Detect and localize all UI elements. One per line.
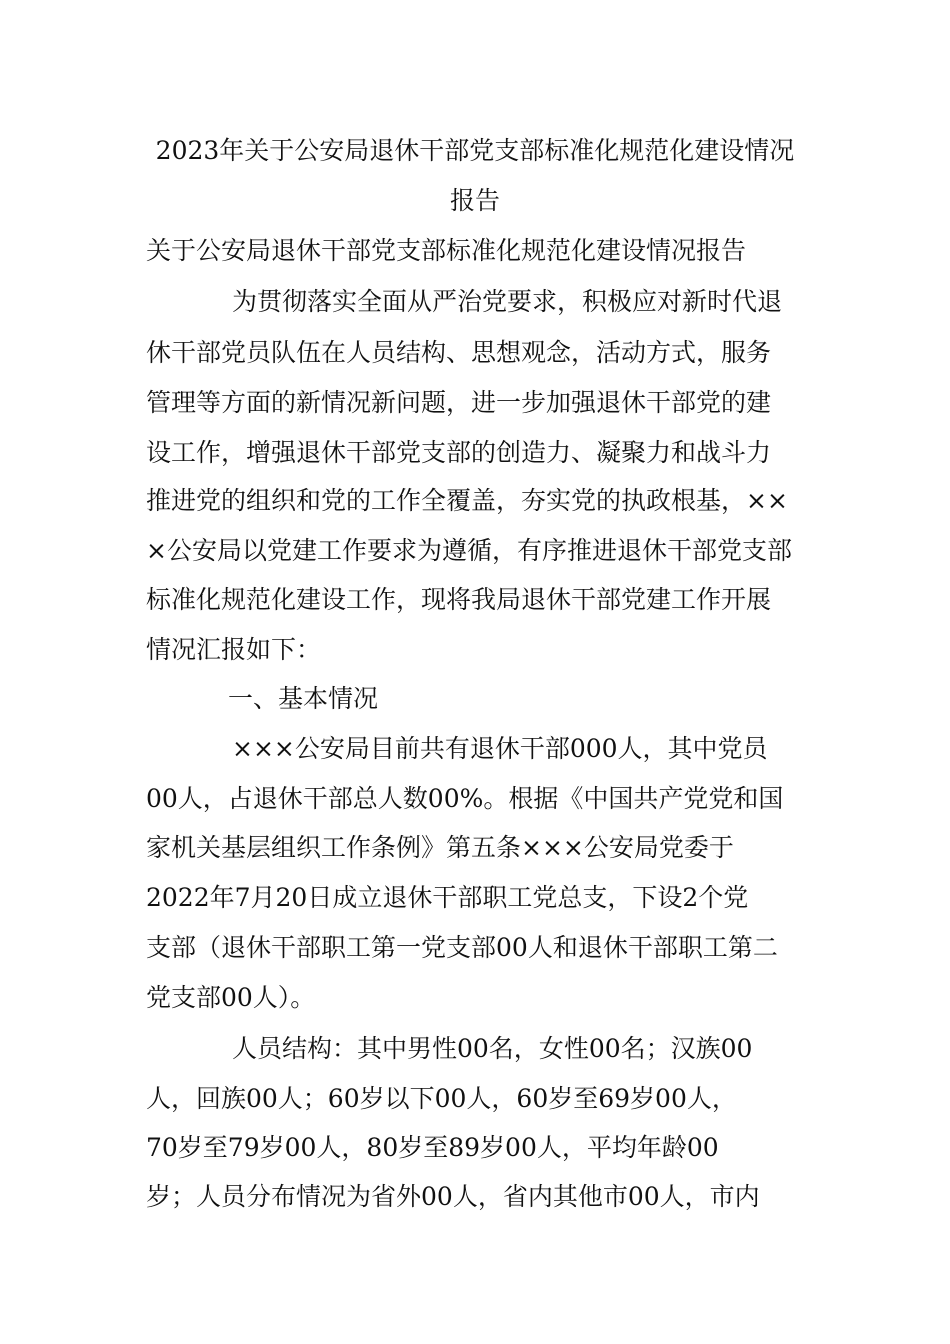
document-title-line-1: 2023年关于公安局退休干部党支部标准化规范化建设情况 [155,136,795,165]
paragraph-line: 支部（退休干部职工第一党支部00人和退休干部职工第二 [146,933,778,962]
paragraph-line: 70岁至79岁00人，80岁至89岁00人，平均年龄00 [146,1133,719,1162]
paragraph-line: 推进党的组织和党的工作全覆盖，夯实党的执政根基，×× [146,486,788,515]
document-title-line-2: 报告 [449,186,500,215]
paragraph-line: 休干部党员队伍在人员结构、思想观念，活动方式，服务 [146,338,772,367]
paragraph-line: ×××公安局目前共有退休干部000人，其中党员 [232,734,768,763]
paragraph-line: 岁；人员分布情况为省外00人，省内其他市00人，市内 [146,1182,760,1211]
paragraph-line: 家机关基层组织工作条例》第五条×××公安局党委于 [146,833,734,862]
paragraph-line: 标准化规范化建设工作，现将我局退休干部党建工作开展 [146,585,772,614]
paragraph-line: 党支部00人）。 [146,983,316,1012]
paragraph-line: 2022年7月20日成立退休干部职工党总支，下设2个党 [146,883,749,912]
paragraph-line: 人，回族00人；60岁以下00人，60岁至69岁00人， [146,1084,737,1113]
paragraph-line: 情况汇报如下： [146,635,322,664]
paragraph-line: 00人，占退休干部总人数00%。根据《中国共产党党和国 [146,784,784,813]
paragraph-line: 为贯彻落实全面从严治党要求，积极应对新时代退 [232,287,783,316]
paragraph-line: ×公安局以党建工作要求为遵循，有序推进退休干部党支部 [146,536,792,565]
paragraph-line: 设工作，增强退休干部党支部的创造力、凝聚力和战斗力 [146,438,772,467]
paragraph-line: 人员结构：其中男性00名，女性00名；汉族00 [232,1034,753,1063]
section-heading: 一、基本情况 [228,684,379,713]
document-subtitle: 关于公安局退休干部党支部标准化规范化建设情况报告 [146,236,747,265]
paragraph-line: 管理等方面的新情况新问题，进一步加强退休干部党的建 [146,388,772,417]
